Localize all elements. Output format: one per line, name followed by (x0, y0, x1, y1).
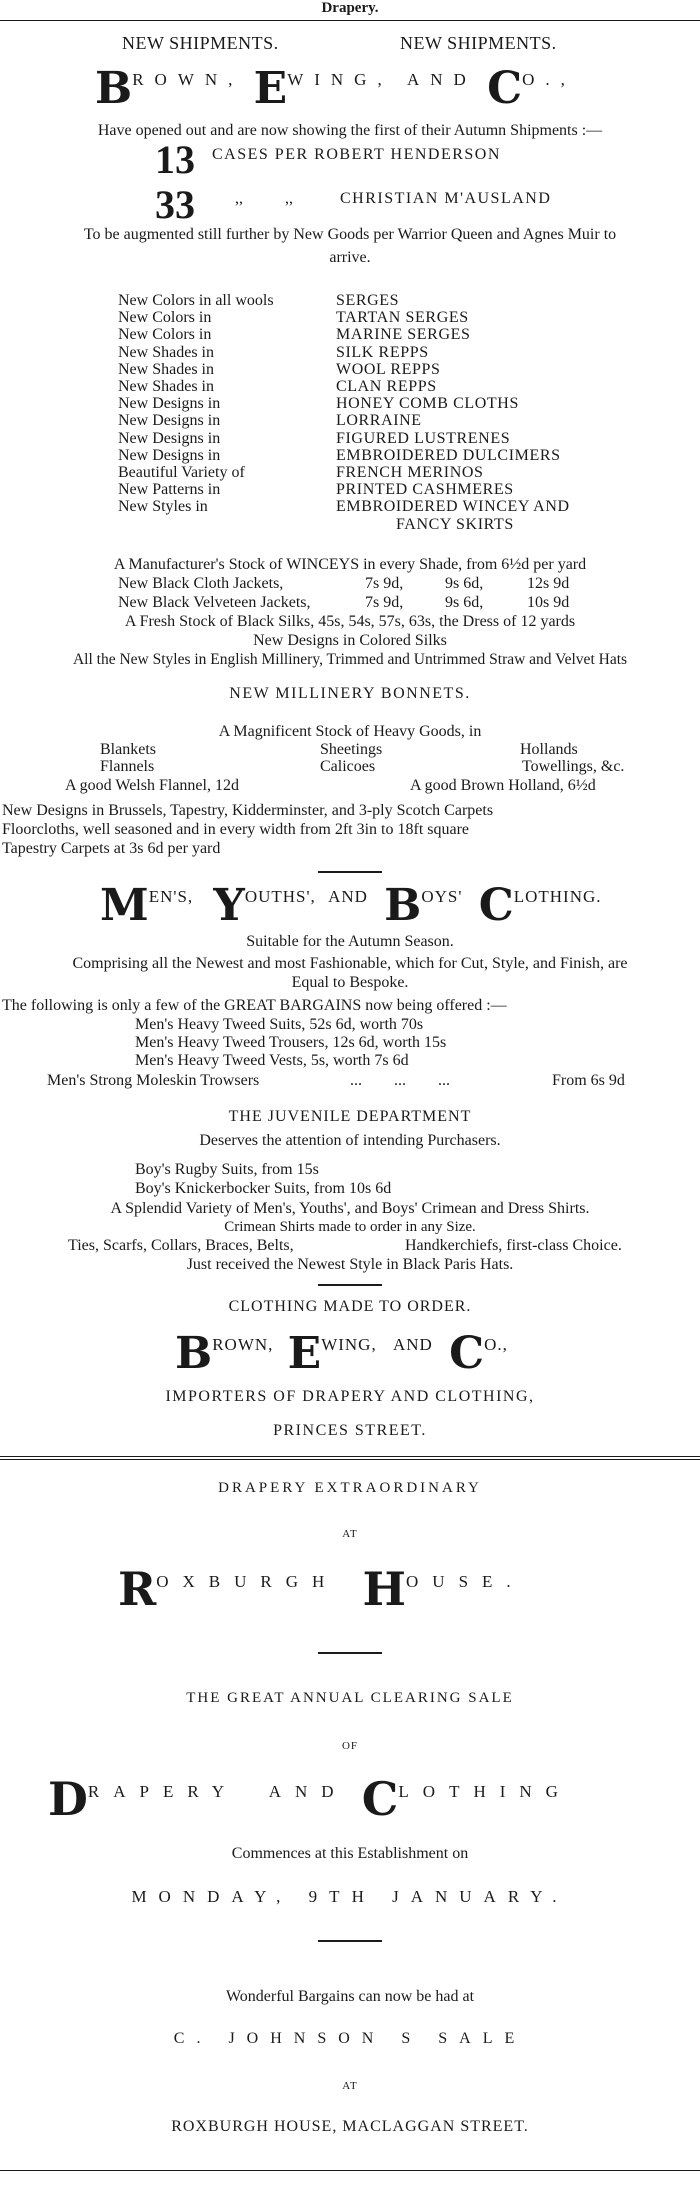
goods-left-item: New Colors in (118, 326, 212, 344)
boys-item: Boy's Knickerbocker Suits, from 10s 6d (135, 1180, 392, 1197)
case-text-1: CASES PER ROBERT HENDERSON (212, 146, 501, 163)
roxburgh-house-heading: ROXBURGH HOUSE. (118, 1562, 525, 1616)
jacket-row-2-price-1: 7s 9d, (365, 594, 404, 611)
heavy-goods-left: Blankets Flannels (100, 741, 156, 775)
goods-right-item: SILK REPPS (336, 343, 429, 361)
bargains-line: The following is only a few of the GREAT BARGAINS now being offered :— (2, 997, 507, 1014)
divider-2 (318, 1284, 382, 1286)
jacket-row-1-price-2: 9s 6d, (445, 575, 484, 592)
goods-right-item: LORRAINE (336, 412, 422, 430)
goods-left-item: New Shades in (118, 378, 214, 396)
jacket-row-2-label: New Black Velveteen Jackets, (118, 594, 311, 611)
goods-left-item: Beautiful Variety of (118, 464, 245, 482)
goods-left-item: New Colors in all wools (118, 292, 274, 309)
section-heading: Drapery. (321, 0, 379, 16)
jacket-row-2-price-3: 10s 9d (527, 594, 570, 611)
intro-line: Have opened out and are now showing the first of their Autumn Shipments :— (97, 122, 603, 139)
signature-firm-name: BROWN, EWING, AND CO., (175, 1328, 508, 1379)
footer-rule (0, 2170, 700, 2171)
heavy-goods-line: A Magnificent Stock of Heavy Goods, in (218, 723, 482, 740)
bonnets-heading: NEW MILLINERY BONNETS. (229, 685, 471, 702)
importers-line: IMPORTERS OF DRAPERY AND CLOTHING, (165, 1388, 535, 1405)
juvenile-heading: THE JUVENILE DEPARTMENT (228, 1108, 472, 1125)
ad-separator-top (0, 1456, 700, 1457)
handkerchiefs-line: Handkerchiefs, first-class Choice. (405, 1237, 622, 1254)
firm-name-heading: BROWN, EWING, AND CO., (95, 63, 576, 114)
wonderful-line: Wonderful Bargains can now be had at (225, 1988, 475, 2005)
welsh-flannel: A good Welsh Flannel, 12d (65, 777, 239, 794)
goods-left-column (118, 292, 338, 516)
goods-right-item: FRENCH MERINOS (336, 464, 484, 482)
made-to-order: CLOTHING MADE TO ORDER. (228, 1298, 472, 1315)
goods-right-item: HONEY COMB CLOTHS (336, 395, 519, 413)
goods-left-item: New Shades in (118, 343, 214, 361)
clearing-sale-heading: THE GREAT ANNUAL CLEARING SALE (186, 1690, 514, 1706)
goods-right-column (336, 292, 666, 533)
boys-item: Boy's Rugby Suits, from 15s (135, 1161, 319, 1178)
brown-holland: A good Brown Holland, 6½d (410, 777, 596, 794)
goods-right-item: TARTAN SERGES (336, 309, 469, 327)
commences-line: Commences at this Establishment on (231, 1845, 469, 1862)
goods-left-item: New Designs in (118, 446, 221, 464)
goods-right-item: FANCY SKIRTS (396, 515, 514, 533)
drapery-clothing-heading: DRAPERY AND CLOTHING (48, 1772, 572, 1826)
goods-right-item: PRINTED CASHMERES (336, 481, 514, 499)
goods-right-item: WOOL REPPS (336, 360, 441, 378)
season-line: Suitable for the Autumn Season. (246, 933, 454, 950)
case-text-2: CHRISTIAN M'AUSLAND (340, 190, 552, 207)
moleskin-label: Men's Strong Moleskin Trowsers (47, 1072, 260, 1089)
winceys-line: A Manufacturer's Stock of WINCEYS in every Shade, from 6½d per yard (113, 556, 587, 573)
at-label-1: AT (342, 1528, 358, 1540)
jacket-row-1-price-3: 12s 9d (527, 575, 570, 592)
millinery-line: All the New Styles in English Millinery, Trimmed and Untrimmed Straw and Velvet Hats (72, 651, 628, 668)
juvenile-sub: Deserves the attention of intending Purchasers. (199, 1132, 501, 1149)
bargain-items (135, 1016, 446, 1070)
of-label: OF (341, 1740, 359, 1752)
ditto-1: ,, (235, 190, 243, 207)
princes-street: PRINCES STREET. (273, 1422, 427, 1439)
carpets-line-3: Tapestry Carpets at 3s 6d per yard (2, 840, 221, 857)
address-line: ROXBURGH HOUSE, MACLAGGAN STREET. (171, 2118, 529, 2135)
jacket-row-2-price-2: 9s 6d, (445, 594, 484, 611)
clothing-heading: MEN'S, YOUTHS', AND BOYS' CLOTHING. (100, 880, 602, 931)
jacket-row-1-price-1: 7s 9d, (365, 575, 404, 592)
augment-line-2: arrive. (329, 249, 371, 266)
divider-4 (318, 1940, 382, 1942)
carpets-line-2: Floorcloths, well seasoned and in every width from 2ft 3in to 18ft square (2, 821, 470, 838)
goods-right-item: MARINE SERGES (336, 326, 471, 344)
goods-left-item: New Shades in (118, 360, 214, 378)
header-rule (0, 20, 700, 21)
goods-left-item: New Designs in (118, 412, 221, 430)
boys-items (135, 1160, 391, 1198)
moleskin-dots: ... ... ... (350, 1072, 450, 1089)
ditto-2: ,, (285, 190, 293, 207)
goods-right-item: FIGURED LUSTRENES (336, 429, 511, 447)
goods-right-item: EMBROIDERED DULCIMERS (336, 446, 561, 464)
carpets-line-1: New Designs in Brussels, Tapestry, Kidderminster, and 3-ply Scotch Carpets (2, 802, 494, 819)
goods-right-item: CLAN REPPS (336, 378, 437, 396)
ties-line: Ties, Scarfs, Collars, Braces, Belts, (68, 1237, 294, 1254)
goods-left-item: New Styles in (118, 498, 208, 516)
colored-silks-line: New Designs in Colored Silks (253, 632, 447, 649)
crimean-line: Crimean Shirts made to order in any Size. (224, 1219, 476, 1235)
case-number-33: 33 (155, 182, 195, 227)
goods-left-item: New Designs in (118, 395, 221, 413)
goods-left-item: New Colors in (118, 309, 212, 327)
case-number-13: 13 (155, 137, 195, 182)
extraordinary-heading: DRAPERY EXTRAORDINARY (218, 1480, 482, 1496)
paris-hats-line: Just received the Newest Style in Black Paris Hats. (186, 1256, 514, 1273)
goods-right-item: EMBROIDERED WINCEY AND (336, 498, 570, 516)
at-label-2: AT (342, 2080, 358, 2092)
variety-line: A Splendid Variety of Men's, Youths', and Boys' Crimean and Dress Shirts. (110, 1200, 590, 1217)
comprising-line-2: Equal to Bespoke. (291, 974, 409, 991)
johnson-sale: C. JOHNSON S SALE (173, 2030, 527, 2047)
silks-line: A Fresh Stock of Black Silks, 45s, 54s, 57s, 63s, the Dress of 12 yards (124, 613, 576, 630)
heavy-goods-middle: Sheetings Calicoes (320, 741, 383, 775)
date-line: MONDAY, 9TH JANUARY. (131, 1887, 569, 1906)
goods-left-item: New Designs in (118, 429, 221, 447)
shipments-right: NEW SHIPMENTS. (400, 33, 557, 53)
shipments-left: NEW SHIPMENTS. (122, 33, 279, 53)
moleskin-price: From 6s 9d (552, 1072, 625, 1089)
goods-right-item: SERGES (336, 292, 400, 309)
ad-separator-bottom (0, 1459, 700, 1460)
divider-1 (318, 871, 382, 873)
bargain-item: Men's Heavy Tweed Vests, 5s, worth 7s 6d (135, 1052, 409, 1069)
jacket-row-1-label: New Black Cloth Jackets, (118, 575, 284, 592)
bargain-item: Men's Heavy Tweed Suits, 52s 6d, worth 70s (135, 1016, 424, 1033)
bargain-item: Men's Heavy Tweed Trousers, 12s 6d, worth 15s (135, 1034, 447, 1051)
divider-3 (318, 1652, 382, 1654)
heavy-goods-right: Hollands Towellings, &c. (520, 741, 625, 775)
augment-line-1: To be augmented still further by New Goods per Warrior Queen and Agnes Muir to (83, 226, 617, 243)
comprising-line-1: Comprising all the Newest and most Fashionable, which for Cut, Style, and Finish, are (72, 955, 628, 972)
goods-left-item: New Patterns in (118, 481, 221, 499)
